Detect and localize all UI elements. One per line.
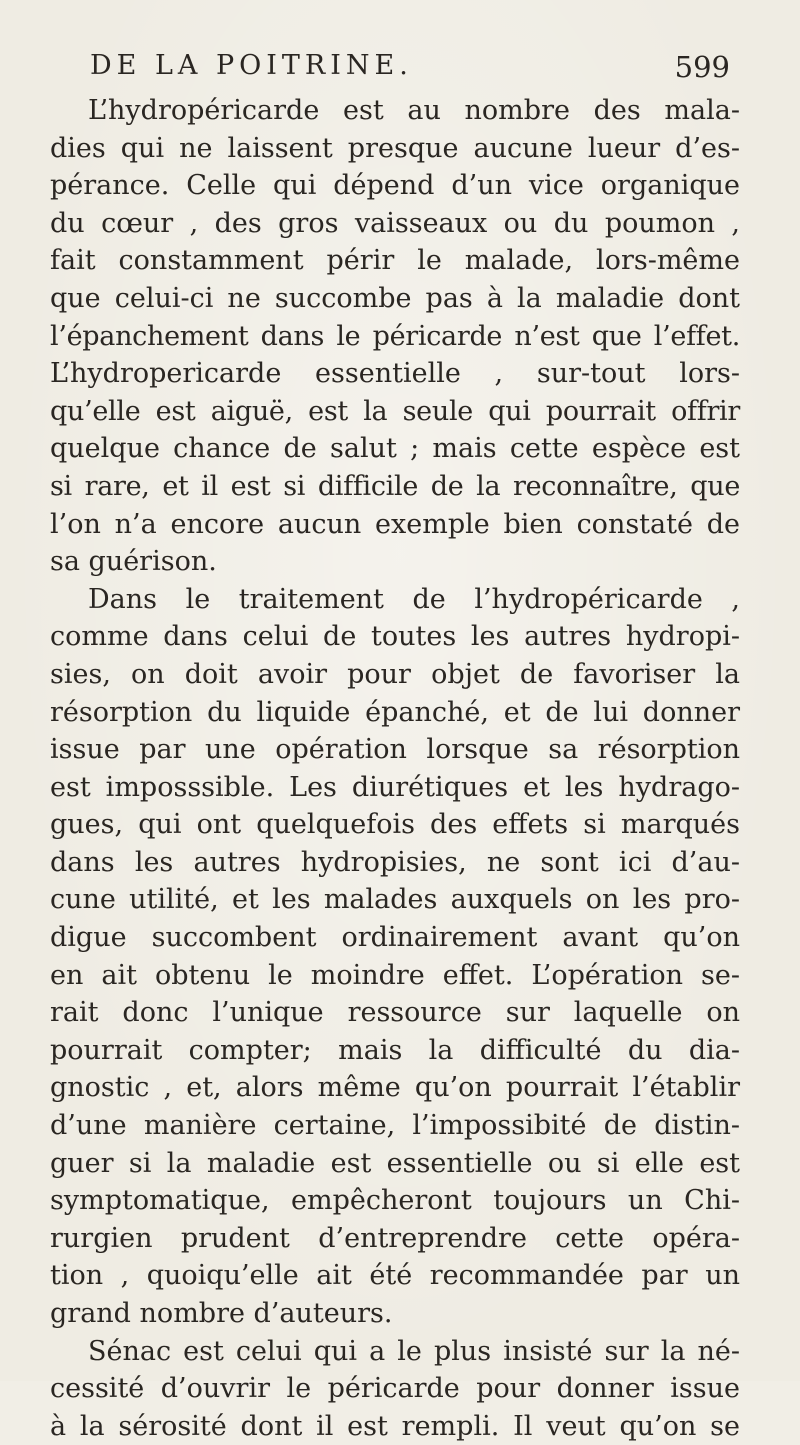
running-title: DE LA POITRINE. bbox=[90, 50, 413, 81]
text-line: issue par une opération lorsque sa résorption bbox=[50, 734, 740, 766]
text-line: comme dans celui de toutes les autres hydropi- bbox=[50, 621, 740, 653]
text-line: dies qui ne laissent presque aucune lueur d’es- bbox=[50, 132, 740, 164]
text-line: cune utilité, et les malades auxquels on les pro- bbox=[50, 884, 740, 916]
text-line: pérance. Celle qui dépend d’un vice organique bbox=[50, 170, 740, 202]
text-line: tion , quoiqu’elle ait été recommandée par un bbox=[50, 1260, 740, 1292]
text-line: L’hydropéricarde est au nombre des mala- bbox=[88, 95, 740, 126]
text-line: quelque chance de salut ; mais cette espèce est bbox=[50, 433, 740, 465]
text-line: d’une manière certaine, l’impossibité de distin- bbox=[50, 1110, 740, 1142]
text-line: Sénac est celui qui a le plus insisté sur la né- bbox=[88, 1335, 740, 1367]
text-line: à la sérosité dont il est rempli. Il veut qu’on se bbox=[50, 1410, 740, 1442]
page-header bbox=[90, 50, 730, 90]
text-line: qu’elle est aiguë, est la seule qui pourrait offrir bbox=[50, 395, 740, 427]
text-line: en ait obtenu le moindre effet. L’opération se- bbox=[50, 959, 740, 991]
text-line: cessité d’ouvrir le péricarde pour donner issue bbox=[50, 1373, 740, 1405]
text-line: résorption du liquide épanché, et de lui donner bbox=[50, 696, 740, 728]
text-line: fait constamment périr le malade, lors-même bbox=[50, 245, 740, 277]
text-line: du cœur , des gros vaisseaux ou du poumon , bbox=[50, 207, 740, 239]
text-line: est imposssible. Les diurétiques et les hydrago- bbox=[50, 771, 740, 803]
text-line: pourrait compter; mais la difficulté du dia- bbox=[50, 1034, 740, 1066]
text-line: si rare, et il est si difficile de la reconnaître, que bbox=[50, 470, 740, 502]
page-number: 599 bbox=[674, 50, 730, 84]
text-line: rait donc l’unique ressource sur laquelle on bbox=[50, 997, 740, 1029]
text-line: dans les autres hydropisies, ne sont ici d’au- bbox=[50, 846, 740, 878]
text-line: Dans le traitement de l’hydropéricarde , bbox=[88, 583, 740, 615]
text-line: que celui-ci ne succombe pas à la maladie dont bbox=[50, 282, 740, 314]
text-line: guer si la maladie est essentielle ou si elle est bbox=[50, 1147, 740, 1179]
text-line: l’on n’a encore aucun exemple bien constaté de bbox=[50, 508, 740, 540]
text-line: gues, qui ont quelquefois des effets si marqués bbox=[50, 809, 740, 841]
text-line: rurgien prudent d’entreprendre cette opéra- bbox=[50, 1222, 740, 1254]
text-line: sies, on doit avoir pour objet de favoriser la bbox=[50, 658, 740, 690]
text-line: sa guérison. bbox=[50, 546, 217, 578]
text-line: digue succombent ordinairement avant qu’on bbox=[50, 922, 740, 954]
body-text bbox=[50, 92, 740, 1445]
text-line: gnostic , et, alors même qu’on pourrait l’établir bbox=[50, 1072, 740, 1104]
text-line: symptomatique, empêcheront toujours un Chi- bbox=[50, 1185, 740, 1217]
text-line: grand nombre d’auteurs. bbox=[50, 1298, 393, 1329]
text-line: L’hydropericarde essentielle , sur-tout lors- bbox=[50, 358, 740, 390]
text-line: l’épanchement dans le péricarde n’est que l’effet. bbox=[50, 320, 740, 352]
